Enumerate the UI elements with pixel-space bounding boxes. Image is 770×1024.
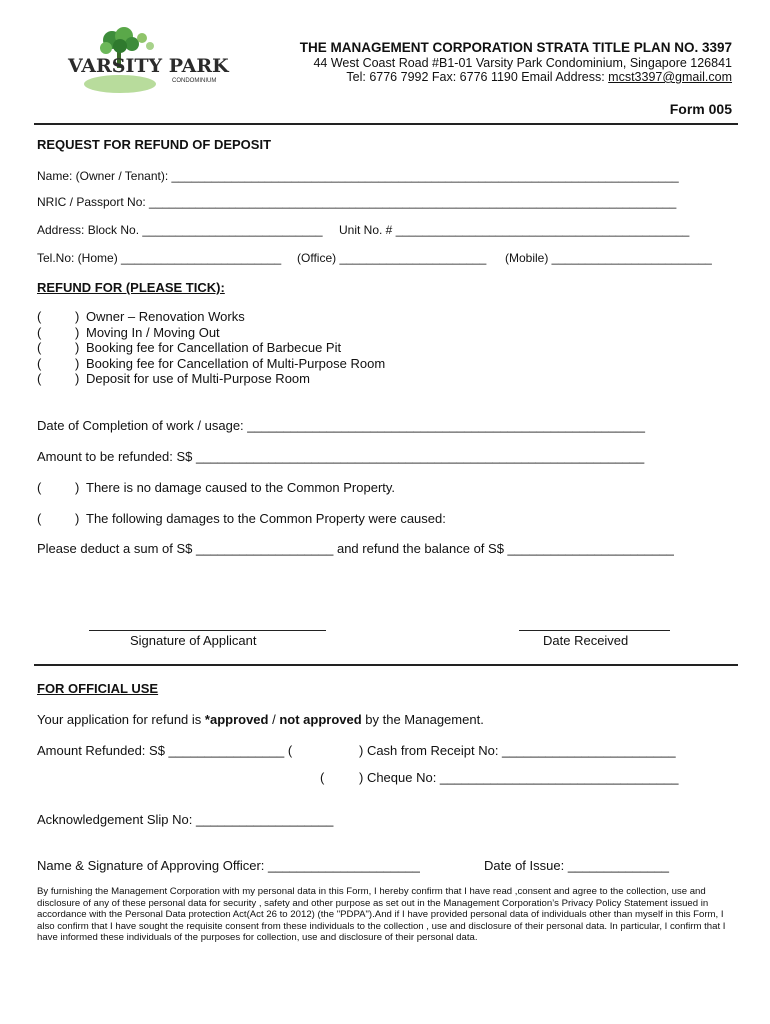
tel-mobile-field[interactable]: (Mobile) ________________________ [505, 251, 712, 265]
divider-official [34, 664, 738, 666]
amount-refund-field[interactable]: Amount to be refunded: S$ ______________________________________________________________ [37, 449, 645, 464]
section-title-refund: REFUND FOR (PLEASE TICK): [37, 280, 225, 295]
block-no-field[interactable]: Address: Block No. ___________________________ [37, 223, 323, 237]
refund-option-bbq[interactable]: ( ) Booking fee for Cancellation of Barbecue Pit [37, 340, 342, 355]
status-approved[interactable]: *approved [204, 712, 269, 727]
refund-option-moving[interactable]: ( ) Moving In / Moving Out [37, 324, 220, 340]
date-received-label: Date Received [543, 633, 629, 648]
header-address: 44 West Coast Road #B1-01 Varsity Park Condominium, Singapore 126841 [313, 56, 732, 70]
date-issue-field[interactable]: Date of Issue: ______________ [484, 858, 670, 873]
cheque-open: ( [320, 770, 325, 785]
cash-receipt-field[interactable]: ) Cash from Receipt No: ________________________ [359, 743, 676, 758]
header-title: THE MANAGEMENT CORPORATION STRATA TITLE PLAN NO. 3397 [299, 40, 732, 55]
applicant-signature-line[interactable] [89, 630, 326, 631]
section-title-official: FOR OFFICIAL USE [37, 681, 159, 696]
refund-option-renovation[interactable]: ( ) Owner – Renovation Works [37, 309, 245, 324]
refund-option-mpr-cancel[interactable]: ( ) Booking fee for Cancellation of Multi-Purpose Room [37, 355, 386, 371]
tel-office-field[interactable]: (Office) ______________________ [297, 251, 487, 265]
unit-no-field[interactable]: Unit No. # ____________________________________________ [339, 223, 690, 237]
ack-slip-field[interactable]: Acknowledgement Slip No: ___________________ [37, 812, 334, 827]
damages-checkbox[interactable]: ( ) The following damages to the Common Property were caused: [37, 511, 446, 526]
damages-label: The following damages to the Common Property were caused: [86, 511, 446, 526]
refund-option-label: Owner – Renovation Works [86, 309, 245, 324]
no-damage-checkbox[interactable]: ( ) There is no damage caused to the Common Property. [37, 480, 396, 495]
status-sep: / [268, 712, 280, 727]
refund-option-label: Booking fee for Cancellation of Multi-Purpose Room [86, 355, 386, 371]
cheque-no-field[interactable]: ) Cheque No: _________________________________ [359, 770, 679, 785]
date-received-line[interactable] [519, 630, 670, 631]
divider-top [34, 123, 738, 125]
status-not-approved[interactable]: not approved [279, 712, 362, 727]
date-completion-field[interactable]: Date of Completion of work / usage: _______________________________________________________ [37, 418, 645, 433]
section-title-request: REQUEST FOR REFUND OF DEPOSIT [37, 137, 272, 152]
logo-sub-text: CONDOMINIUM [172, 78, 217, 84]
refund-option-label: Moving In / Moving Out [86, 324, 220, 340]
varsity-park-logo [62, 26, 242, 96]
contact-prefix: Tel: 6776 7992 Fax: 6776 1190 Email Address: [346, 70, 609, 84]
refund-option-label: Deposit for use of Multi-Purpose Room [86, 371, 310, 386]
logo-brand-text: VARSITY PARK [68, 55, 229, 77]
refund-options [37, 309, 385, 387]
refund-option-mpr-deposit[interactable]: ( ) Deposit for use of Multi-Purpose Room [37, 371, 310, 386]
status-suffix: by the Management. [361, 712, 484, 727]
amount-refunded-field[interactable]: Amount Refunded: S$ ________________ ( [37, 743, 293, 758]
no-damage-label: There is no damage caused to the Common Property. [86, 480, 396, 495]
application-status [37, 712, 484, 727]
refund-option-label: Booking fee for Cancellation of Barbecue Pit [86, 340, 342, 355]
pdpa-notice: By furnishing the Management Corporation with my personal data in this Form, I hereby confirm that I have read ,consent and agree to the collection, use and disclosure of any of these personal data for security , safety and other purpose as set out in the Management Corporation’s Privacy Policy Statement issued in accordance with the Personal Data protection Act(Act 26 to 2012) (the "PDPA").And if I have provided personal data of individuals other than myself in this Form, I also confirm that I have sought the requisite consent from these individuals to the collection , use and disclosure of their personal data. In particular, I confirm that I have informed these individuals of the purposes for collection, use and disclosure of their personal data. [37, 886, 726, 943]
status-prefix: Your application for refund is [37, 712, 205, 727]
approving-officer-field[interactable]: Name & Signature of Approving Officer: _____________________ [37, 858, 420, 873]
tel-home-field[interactable]: Tel.No: (Home) ________________________ [37, 251, 282, 265]
deduct-sum-field[interactable]: Please deduct a sum of S$ ___________________ and refund the balance of S$ _______________________ [37, 541, 674, 556]
email-link[interactable]: mcst3397@gmail.com [608, 70, 732, 84]
nric-field[interactable]: NRIC / Passport No: _______________________________________________________________________________ [37, 195, 677, 209]
applicant-signature-label: Signature of Applicant [130, 633, 257, 648]
name-field[interactable]: Name: (Owner / Tenant): ____________________________________________________________________________ [37, 169, 679, 183]
header-contact [346, 70, 732, 84]
form-number: Form 005 [669, 101, 732, 117]
